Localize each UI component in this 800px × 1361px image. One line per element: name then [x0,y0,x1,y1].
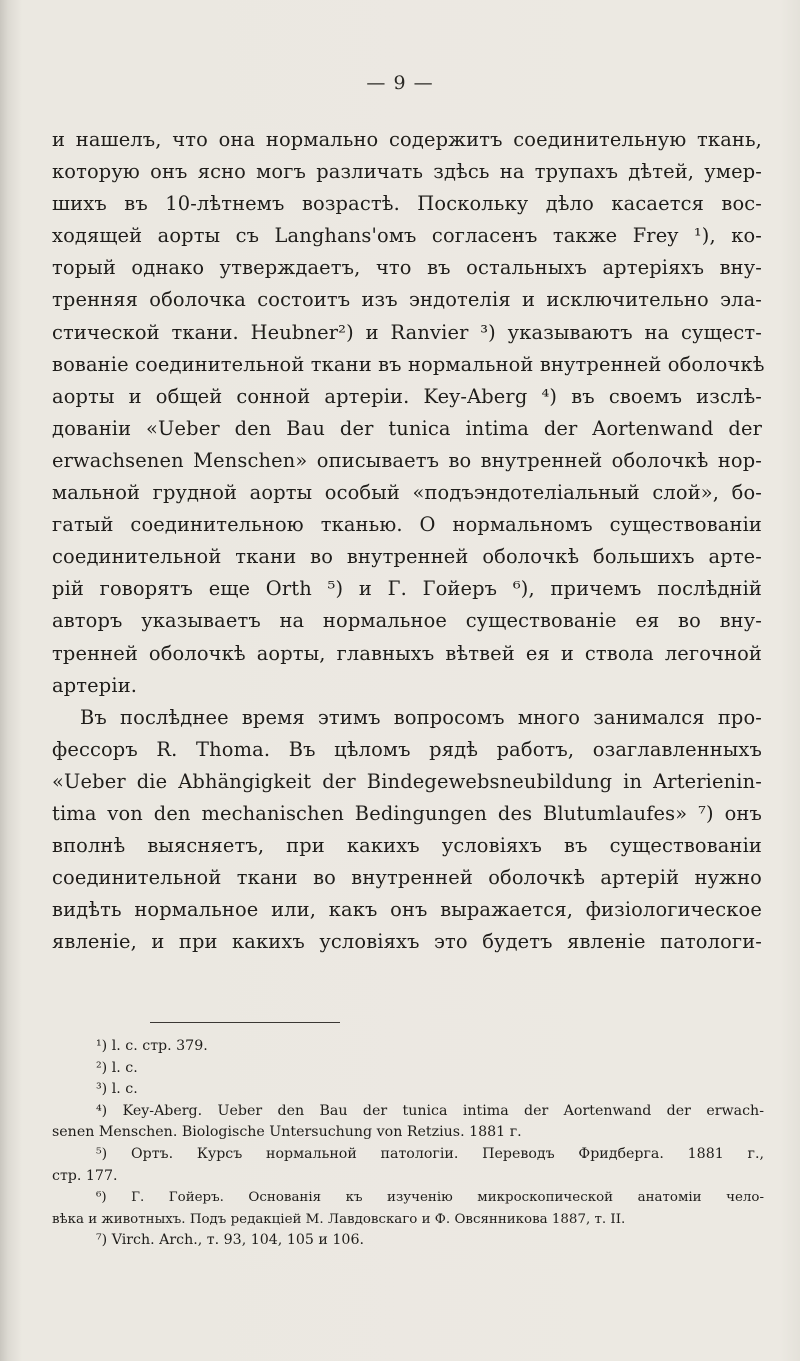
footnote: ³) l. c. [96,1081,138,1098]
footnote-continuation: вѣка и животныхъ. Подъ редакціей М. Лавдовскаго и Ф. Овсянникова 1887, т. II. [52,1211,626,1227]
footnotes [52,1036,764,1252]
footnote-divider [150,1022,340,1023]
page-number: — 9 — [366,72,434,94]
text-line: которую онъ ясно могъ различать здѣсь на трупахъ дѣтей, умер- [52,160,762,184]
footnote-continuation: стр. 177. [52,1167,118,1184]
text-line: вполнѣ выясняетъ, при какихъ условіяхъ въ существованіи [52,834,762,858]
main-text [52,124,765,958]
text-line: tima von den mechanischen Bedingungen des Blutumlaufes» ⁷) онъ [52,801,762,825]
text-line: erwachsenen Menschen» описываетъ во внутренней оболочкѣ нор- [52,448,762,472]
text-line: аорты и общей сонной артеріи. Key-Aberg ⁴) въ своемъ изслѣ- [52,384,762,408]
footnote: ⁷) Virch. Arch., т. 93, 104, 105 и 106. [96,1232,364,1249]
footnote: ⁵) Ортъ. Курсъ нормальной патологіи. Переводъ Фридберга. 1881 г., [96,1145,764,1162]
text-line: дованіи «Ueber den Bau der tunica intima der Aortenwand der [52,416,762,440]
footnote: ⁴) Key-Aberg. Ueber den Bau der tunica intima der Aortenwand der erwach- [96,1102,764,1119]
footnote: ²) l. c. [96,1059,138,1076]
text-line: «Ueber die Abhängigkeit der Bindegewebsneubildung in Arterienin- [52,769,762,793]
text-line: стической ткани. Heubner²) и Ranvier ³) указываютъ на сущест- [52,320,762,344]
text-line: авторъ указываетъ на нормальное существованіе ея во вну- [52,609,762,633]
text-line: торый однако утверждаетъ, что въ остальныхъ артеріяхъ вну- [52,256,762,280]
text-line: явленіе, и при какихъ условіяхъ это будетъ явленіе патологи- [52,930,762,954]
text-line: видѣть нормальное или, какъ онъ выражается, физіологическое [52,898,762,922]
text-line: ходящей аорты съ Langhans'омъ согласенъ также Frey ¹), ко- [52,224,762,248]
footnote: ⁶) Г. Гойеръ. Основанія къ изученію микроскопической анатоміи чело- [96,1190,764,1206]
text-line: соединительной ткани во внутренней оболочкѣ большихъ арте- [52,545,762,569]
text-line: мальной грудной аорты особый «подъэндотеліальный слой», бо- [52,481,762,505]
text-line: тренней оболочкѣ аорты, главныхъ вѣтвей ея и ствола легочной [52,641,762,665]
text-line: фессоръ R. Thoma. Въ цѣломъ рядѣ работъ, озаглавленныхъ [52,737,762,761]
footnote-continuation: senen Menschen. Biologische Untersuchung von Retzius. 1881 г. [52,1124,522,1141]
text-line: гатый соединительною тканью. О нормальномъ существованіи [52,513,762,537]
text-line: вованіе соединительной ткани въ нормальной внутренней оболочкѣ [52,352,765,376]
footnote: ¹) l. c. стр. 379. [96,1038,208,1054]
text-line: соединительной ткани во внутренней оболочкѣ артерій нужно [52,866,762,890]
text-line: рій говорятъ еще Orth ⁵) и Г. Гойеръ ⁶), причемъ послѣдній [52,577,762,601]
text-line: тренняя оболочка состоитъ изъ эндотелія и исключительно эла- [52,288,762,312]
text-line: Въ послѣднее время этимъ вопросомъ много занимался про- [80,705,762,729]
text-line: артеріи. [52,673,138,697]
text-line: шихъ въ 10-лѣтнемъ возрастѣ. Поскольку дѣло касается вос- [52,192,762,216]
text-line: и нашелъ, что она нормально содержитъ соединительную ткань, [52,128,762,151]
